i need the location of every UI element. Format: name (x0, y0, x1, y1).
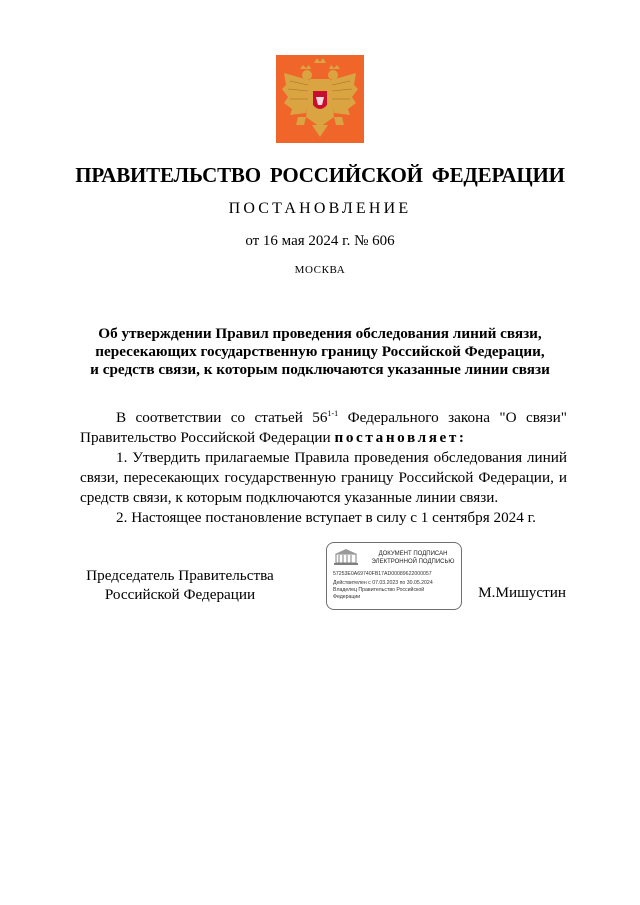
decides-keyword: постановляет: (334, 429, 467, 446)
body-paragraph-2: 2. Настоящее постановление вступает в силу с 1 сентября 2024 г. (116, 509, 536, 526)
stamp-title-line: ДОКУМЕНТ ПОДПИСАН (378, 551, 448, 557)
document-body (80, 408, 567, 528)
document-city: МОСКВА (294, 264, 346, 276)
document-title-line: и средств связи, к которым подключаются указанные линии связи (90, 361, 550, 378)
preamble-text-end: Федерального закона "О связи" Правительство Российской Федерации (80, 409, 567, 446)
russian-coat-of-arms-icon (276, 55, 364, 143)
stamp-title (367, 550, 459, 566)
body-paragraph-1: 1. Утвердить прилагаемые Правила проведения обследования линий связи, пересекающих государственную границу Российской Федерации, и средств связи, к которым подключаются указанные линии связи. (80, 449, 567, 506)
stamp-owner-line: Федерации (333, 594, 361, 600)
stamp-owner-line: Владелец Правительство Российской (333, 587, 425, 593)
signer-position-line: Председатель Правительства (86, 567, 274, 584)
document-type: ПОСТАНОВЛЕНИЕ (228, 200, 412, 217)
article-superscript: 1-1 (327, 409, 339, 418)
government-building-icon (333, 548, 359, 566)
document-title-line: пересекающих государственную границу Российской Федерации, (95, 343, 545, 360)
preamble-text-start: В соответствии со статьей 56 (116, 409, 328, 426)
body-paragraph-preamble (80, 408, 567, 448)
document-date-number: от 16 мая 2024 г. № 606 (245, 233, 395, 249)
stamp-validity: Действителен с 07.03.2023 по 30.05.2024 (333, 580, 433, 586)
signer-position (80, 566, 280, 604)
stamp-title-line: ЭЛЕКТРОННОЙ ПОДПИСЬЮ (371, 559, 455, 565)
signer-position-line: Российской Федерации (104, 586, 256, 603)
electronic-signature-stamp (326, 542, 462, 610)
document-title (60, 325, 580, 379)
signer-name: М.Мишустин (478, 584, 566, 601)
document-title-line: Об утверждении Правил проведения обследования линий связи, (98, 325, 542, 342)
government-title: ПРАВИТЕЛЬСТВО РОССИЙСКОЙ ФЕДЕРАЦИИ (75, 163, 565, 187)
stamp-serial: 57253E0A69740FB17AD00089622000057 (333, 571, 432, 577)
